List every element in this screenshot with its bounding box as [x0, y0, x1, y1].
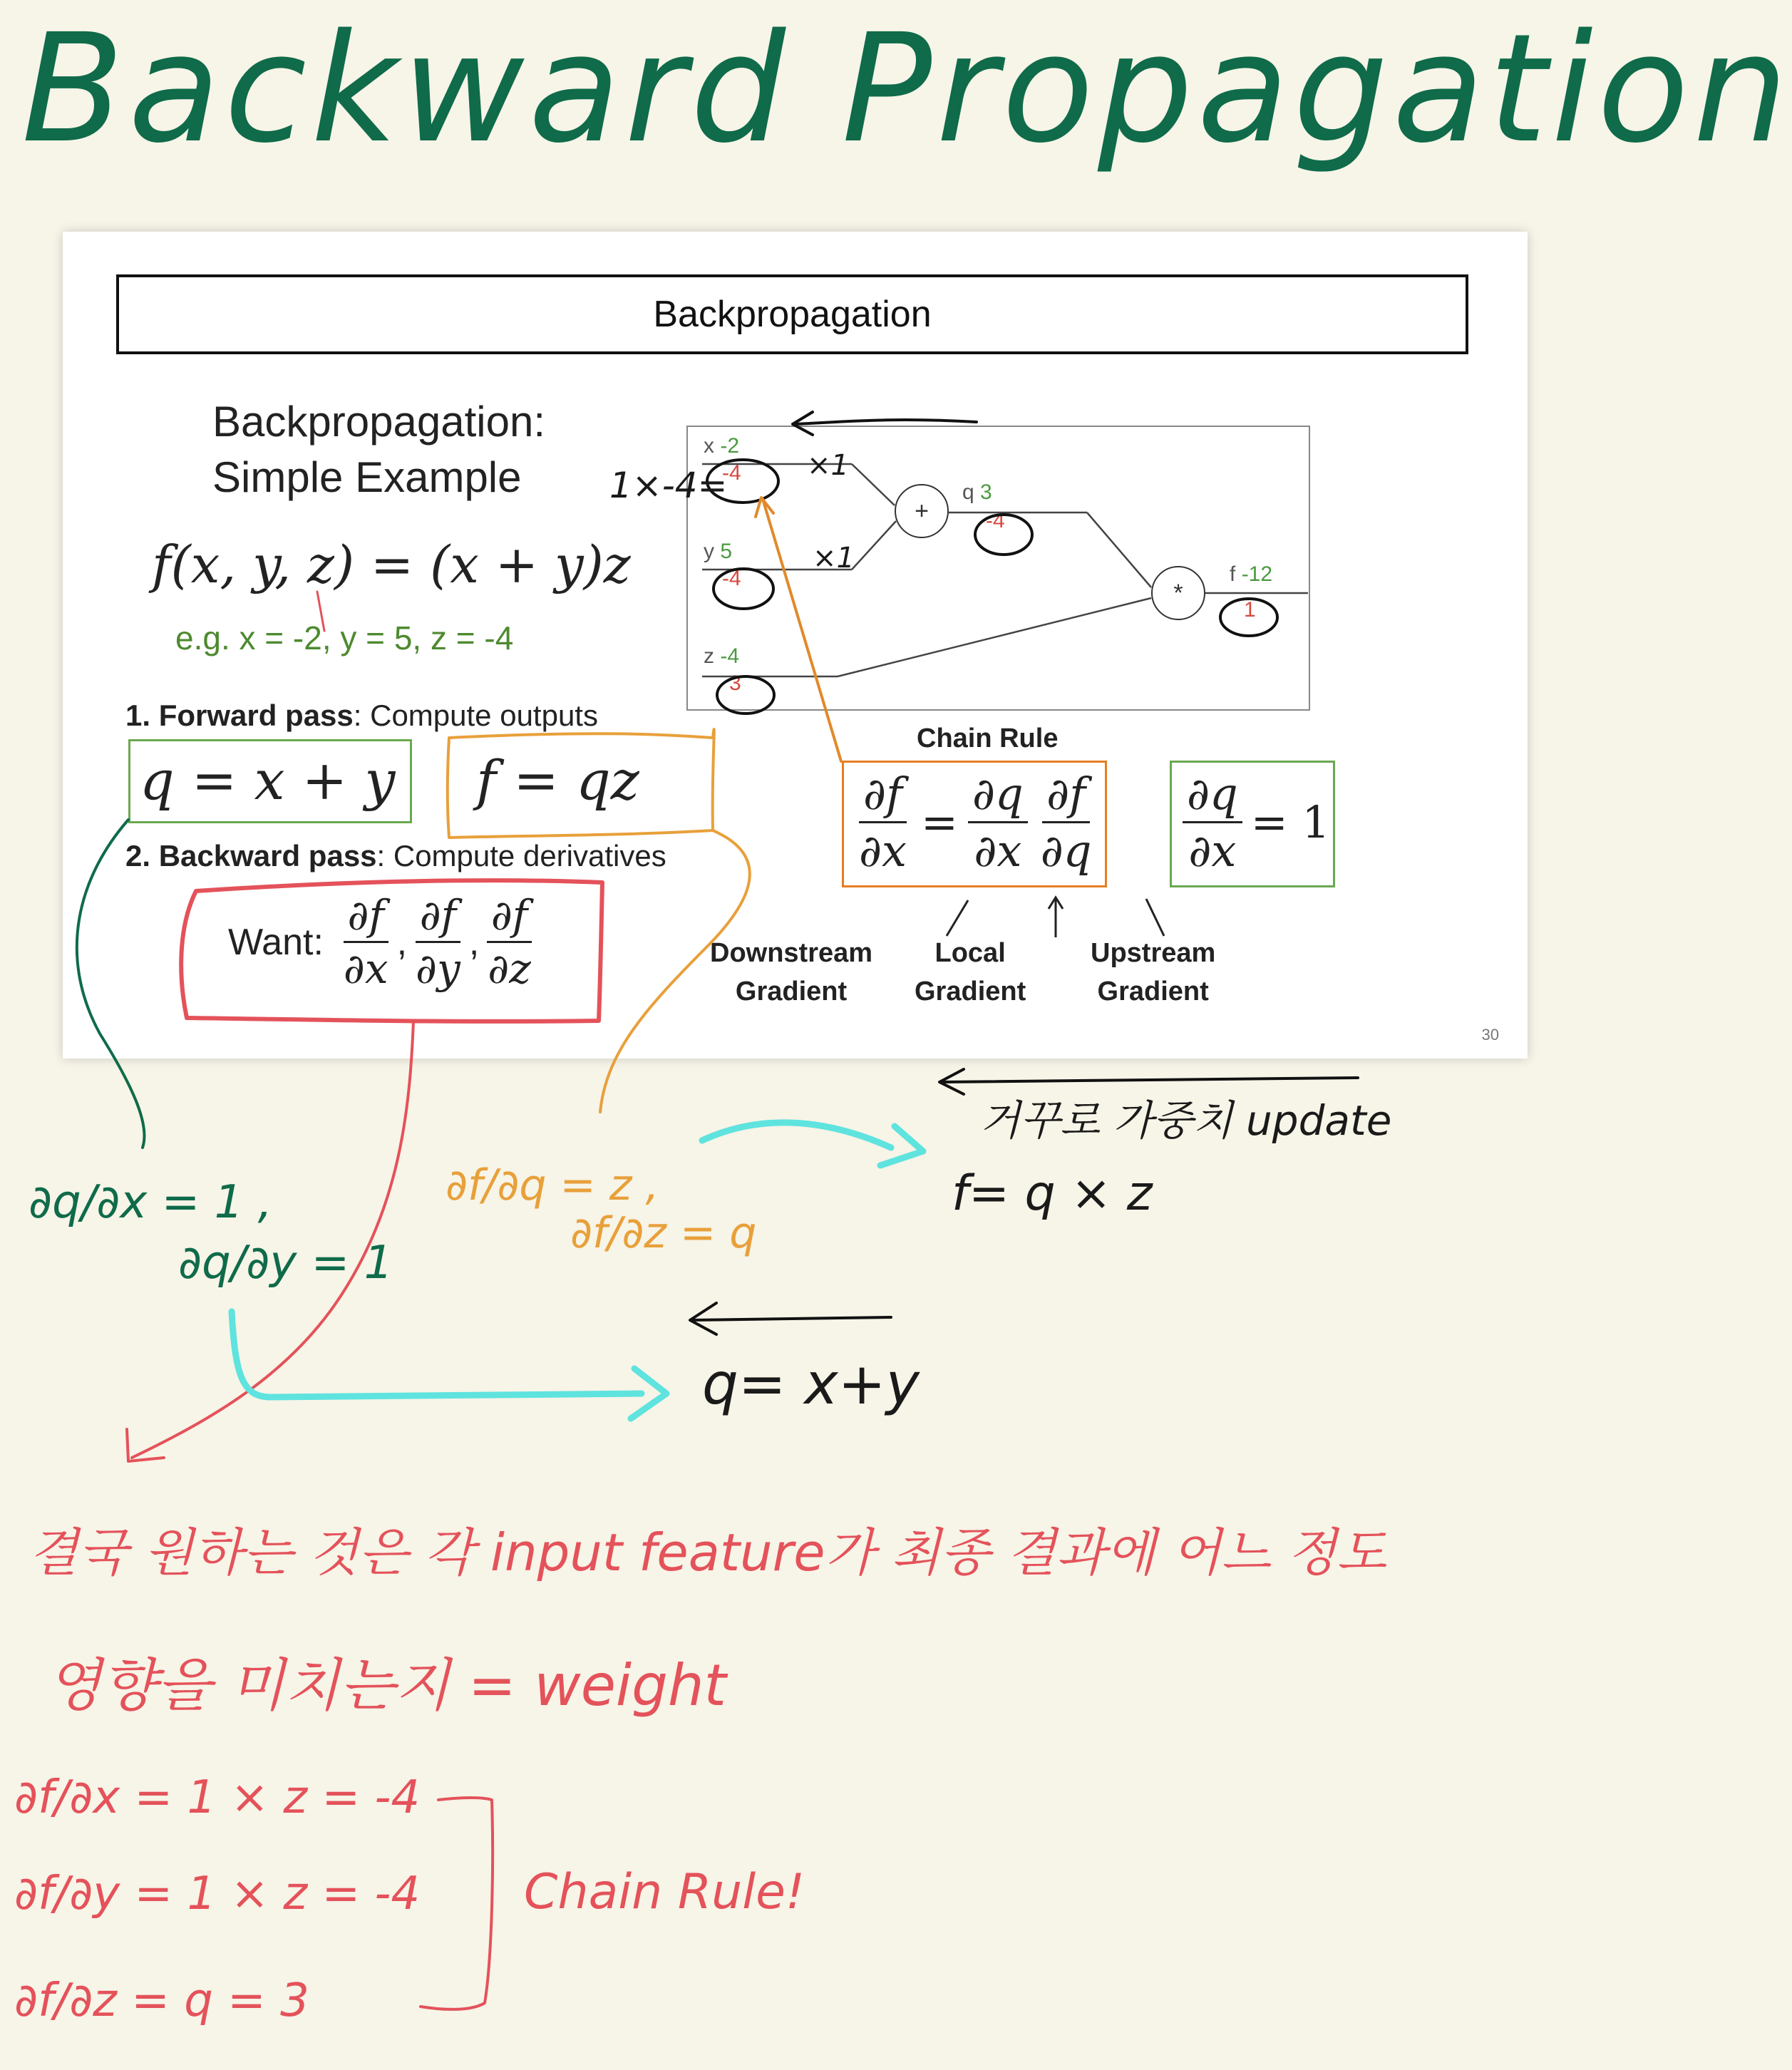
conclusion-line2: 영향을 미치는지 = weight — [46, 1652, 727, 1719]
slide-page-number: 30 — [1481, 1026, 1499, 1044]
z-values: z -4 — [704, 644, 740, 668]
upstream-frac: $\frac{\partial f}{\partial q}$ — [1040, 768, 1092, 877]
df-dz-frac: $\frac{\partial f}{\partial z}$ — [488, 891, 531, 993]
local-gradient-equation: $\frac{\partial q}{\partial x}$ = 1 — [1178, 768, 1330, 877]
forward-pass-desc: : Compute outputs — [353, 699, 598, 732]
want-label: Want: — [228, 921, 324, 963]
upstream-label: Upstream Gradient — [1091, 938, 1216, 1006]
q-expression-note: q= x+y — [702, 1351, 920, 1417]
function-definition — [152, 535, 631, 594]
local-label: Local Gradient — [915, 938, 1026, 1006]
x-gradient-note: 1×-4= — [609, 465, 728, 506]
df-dy-frac: $\frac{\partial f}{\partial y}$ — [416, 891, 460, 993]
plus-node: + — [895, 484, 949, 538]
backward-pass-line — [125, 839, 666, 873]
page-title: Backward Propagation — [21, 1, 1792, 176]
downstream-frac: $\frac{\partial f}{\partial x}$ — [859, 768, 907, 877]
circuit-wires — [688, 427, 1312, 712]
q-values: q 3 — [962, 480, 992, 504]
f-expression-note: f= q × z — [952, 1165, 1153, 1222]
grad-y-note: ∂f/∂y = 1 × z = -4 — [14, 1868, 421, 1920]
backward-pass-desc: : Compute derivatives — [376, 839, 666, 872]
multiply-node: * — [1151, 566, 1205, 620]
x-gradient: -4 — [722, 461, 741, 485]
want-derivatives: Want: $\frac{\partial f}{\partial x}$ , $\frac{\partial f}{\partial y}$ , $\frac{\partial f}{\partial z}$ — [228, 891, 540, 993]
y-local-gradient-note: ×1 — [813, 542, 855, 575]
forward-pass-label: 1. Forward pass — [125, 699, 354, 732]
slide-heading-line1: Backpropagation: — [212, 398, 545, 446]
local-frac: $\frac{\partial q}{\partial x}$ — [968, 768, 1028, 877]
dq-dx-note: ∂q/∂x = 1 , — [29, 1176, 272, 1229]
chain-rule-title: Chain Rule — [917, 724, 1059, 753]
f-gradient: 1 — [1244, 598, 1256, 622]
y-values: y 5 — [704, 540, 733, 563]
chain-rule-equation: $\frac{\partial f}{\partial x}$ = $\frac{\partial q}{\partial x}$ $\frac{\partial f}{\partial q}$ — [850, 768, 1100, 877]
function-lhs: f(x, y, z) — [152, 535, 355, 594]
slide-heading-line2: Simple Example — [212, 453, 522, 501]
forward-pass-line — [125, 699, 598, 733]
x-values: x -2 — [704, 434, 740, 458]
function-rhs: (x + y)z — [430, 535, 631, 594]
chain-rule-note: Chain Rule! — [524, 1864, 805, 1920]
q-gradient: -4 — [986, 509, 1005, 532]
slide-heading — [212, 394, 545, 505]
df-dq-note: ∂f/∂q = z , — [446, 1160, 659, 1210]
df-dx-frac: $\frac{\partial f}{\partial x}$ — [343, 891, 388, 993]
lecture-slide — [63, 232, 1528, 1059]
function-eq: = — [370, 535, 414, 594]
f-equation: f = qz — [476, 748, 639, 812]
downstream-label: Downstream Gradient — [710, 938, 873, 1006]
slide-header: Backpropagation — [116, 274, 1468, 354]
f-values: f -12 — [1230, 562, 1273, 586]
reverse-update-note: 거꾸로 가중치 update — [980, 1096, 1392, 1145]
y-gradient: -4 — [722, 567, 741, 590]
df-dz-note: ∂f/∂z = q — [570, 1208, 757, 1258]
conclusion-line1: 결국 원하는 것은 각 input feature가 최종 결과에 어느 정도 — [29, 1523, 1386, 1582]
grad-z-note: ∂f/∂z = q = 3 — [14, 1974, 309, 2027]
example-values: e.g. x = -2, y = 5, z = -4 — [175, 619, 514, 656]
x-local-gradient-note: ×1 — [807, 449, 849, 482]
computational-graph — [686, 426, 1310, 711]
backward-pass-label: 2. Backward pass — [125, 839, 377, 872]
grad-x-note: ∂f/∂x = 1 × z = -4 — [14, 1771, 421, 1824]
dq-dy-note: ∂q/∂y = 1 — [178, 1237, 393, 1289]
z-gradient: 3 — [729, 671, 741, 695]
q-equation: q = x + y — [140, 748, 396, 812]
